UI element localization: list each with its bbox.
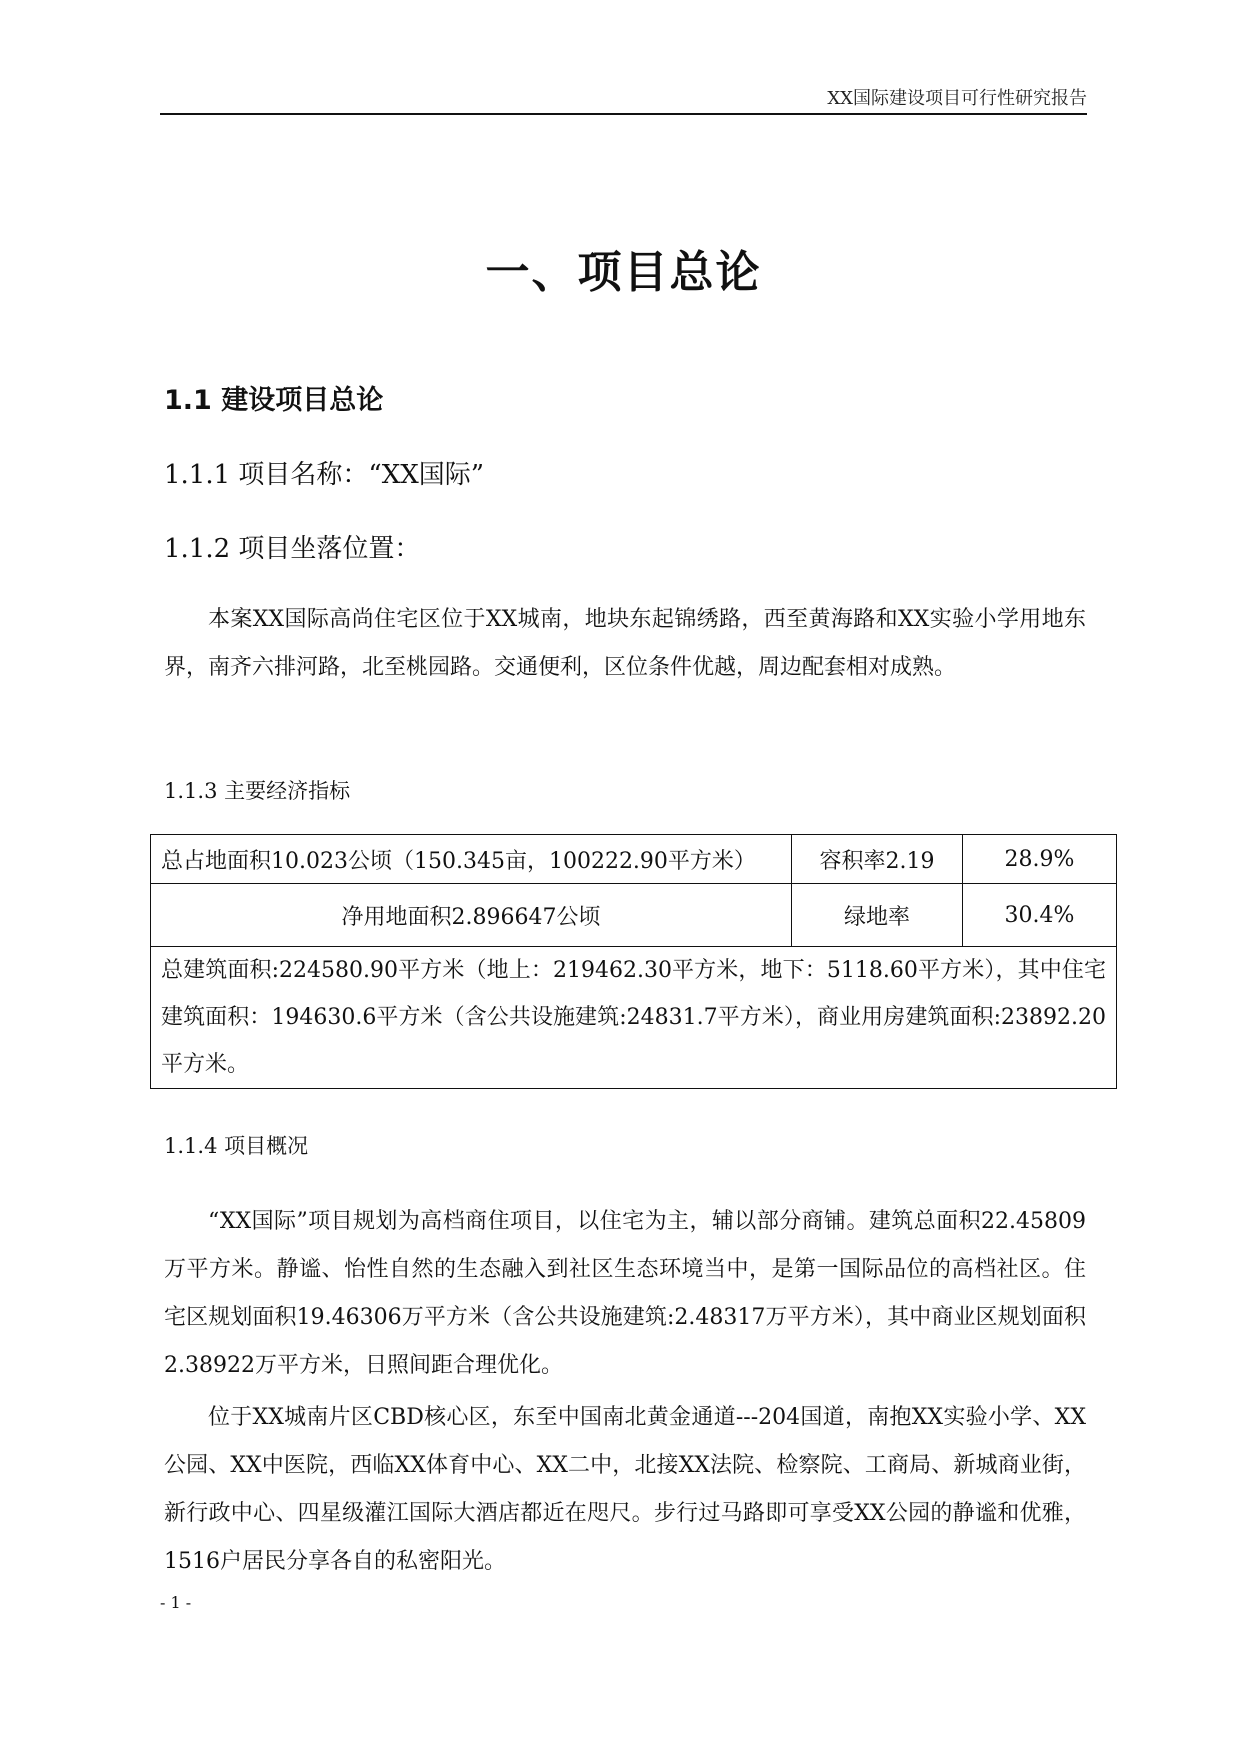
economic-indicators-table bbox=[150, 834, 1117, 1089]
page-number: - 1 - bbox=[160, 1593, 192, 1612]
location-paragraph: 本案XX国际高尚住宅区位于XX城南，地块东起锦绣路，西至黄海路和XX实验小学用地东界，南齐六排河路，北至桃园路。交通便利，区位条件优越，周边配套相对成熟。 bbox=[164, 607, 1086, 680]
section-heading-1-1: 1.1 建设项目总论 bbox=[164, 385, 384, 416]
green-ratio-label-cell: 绿地率 bbox=[792, 884, 963, 947]
table-row bbox=[151, 884, 1117, 947]
heading-project-location: 1.1.2 项目坐落位置： bbox=[164, 534, 421, 564]
heading-economic-indicators: 1.1.3 主要经济指标 bbox=[164, 779, 351, 803]
chapter-title: 一、项目总论 bbox=[485, 247, 762, 298]
heading-project-name: 1.1.1 项目名称：“XX国际” bbox=[164, 460, 485, 490]
overview-paragraph-1: “XX国际”项目规划为高档商住项目，以住宅为主，辅以部分商铺。建筑总面积22.45809万平方米。静谧、怡性自然的生态融入到社区生态环境当中，是第一国际品位的高档社区。住宅区规划面积19.46306万平方米（含公共设施建筑:2.48317万平方米），其中商业区规划面积2.38922万平方米，日照间距合理优化。 bbox=[164, 1209, 1086, 1378]
header-rule bbox=[160, 113, 1087, 115]
floor-area-ratio-value-cell: 28.9% bbox=[963, 835, 1117, 884]
building-area-cell: 总建筑面积:224580.90平方米（地上：219462.30平方米，地下：5118.60平方米），其中住宅建筑面积：194630.6平方米（含公共设施建筑:24831.7平方米），商业用房建筑面积:23892.20平方米。 bbox=[151, 947, 1117, 1089]
overview-paragraph-2: 位于XX城南片区CBD核心区，东至中国南北黄金通道---204国道，南抱XX实验小学、XX公园、XX中医院，西临XX体育中心、XX二中，北接XX法院、检察院、工商局、新城商业街，新行政中心、四星级灌江国际大酒店都近在咫尺。步行过马路即可享受XX公园的静谧和优雅，1516户居民分享各自的私密阳光。 bbox=[164, 1405, 1086, 1574]
total-land-area-cell: 总占地面积10.023公顷（150.345亩，100222.90平方米） bbox=[151, 835, 792, 884]
table-row bbox=[151, 947, 1117, 1089]
floor-area-ratio-cell: 容积率2.19 bbox=[792, 835, 963, 884]
running-header: XX国际建设项目可行性研究报告 bbox=[827, 88, 1087, 109]
net-land-area-cell: 净用地面积2.896647公顷 bbox=[151, 884, 792, 947]
table-row bbox=[151, 835, 1117, 884]
heading-project-overview: 1.1.4 项目概况 bbox=[164, 1134, 309, 1158]
green-ratio-value-cell: 30.4% bbox=[963, 884, 1117, 947]
